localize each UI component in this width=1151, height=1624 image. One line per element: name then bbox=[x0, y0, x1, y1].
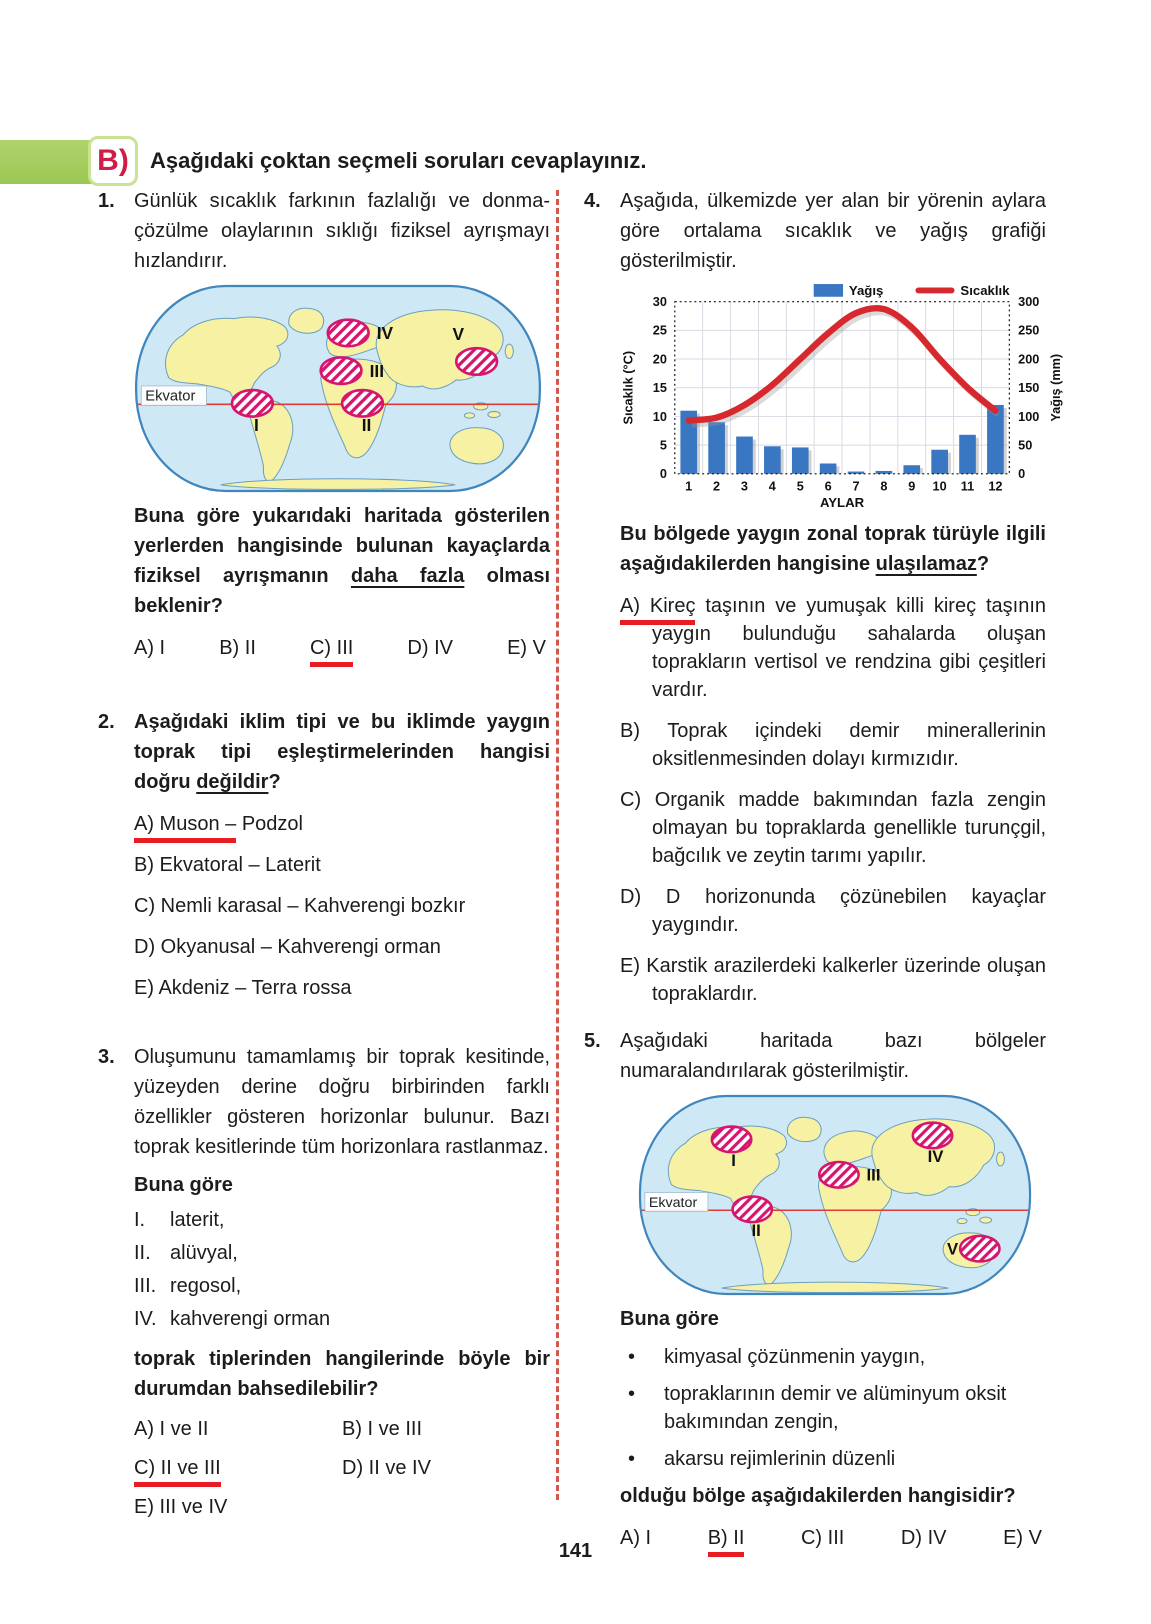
list-item-3: III. regosol, bbox=[134, 1275, 242, 1297]
question-4-prompt: Bu bölgede yaygın zonal toprak türüyle ilgili aşağıdakilerden hangisine ulaşılamaz? bbox=[620, 523, 1046, 575]
svg-text:II: II bbox=[361, 414, 372, 435]
svg-text:15: 15 bbox=[652, 380, 667, 396]
svg-text:Sıcaklık: Sıcaklık bbox=[960, 282, 1010, 298]
answer-underline: C) III bbox=[310, 637, 353, 667]
svg-text:150: 150 bbox=[1018, 380, 1040, 396]
q4-climate-chart bbox=[620, 282, 1064, 515]
column-divider bbox=[556, 190, 559, 1500]
option-c: C) Nemli karasal – Kahverengi bozkır bbox=[134, 895, 466, 917]
svg-text:Yağış (mm): Yağış (mm) bbox=[1048, 353, 1064, 422]
list-item-2: II. alüvyal, bbox=[134, 1242, 238, 1264]
svg-text:10: 10 bbox=[652, 408, 667, 424]
svg-text:0: 0 bbox=[1018, 466, 1026, 482]
option-c: C) III bbox=[800, 1527, 845, 1549]
question-3-prompt: toprak tiplerinden hangilerinde böyle bir durumdan bahsedilebilir? bbox=[134, 1348, 550, 1400]
question-4 bbox=[584, 186, 1064, 1008]
svg-text:250: 250 bbox=[1018, 322, 1040, 338]
svg-text:4: 4 bbox=[768, 478, 776, 494]
svg-text:20: 20 bbox=[652, 351, 667, 367]
option-b: B) Ekvatoral – Laterit bbox=[134, 854, 321, 876]
svg-text:I: I bbox=[731, 1150, 736, 1170]
question-1-number: 1. bbox=[98, 190, 115, 212]
bullet-3: • akarsu rejimlerinin düzenli bbox=[628, 1448, 896, 1470]
question-3-options bbox=[134, 1416, 550, 1520]
option-d: D) II ve IV bbox=[342, 1457, 431, 1479]
option-b: B) I ve III bbox=[342, 1418, 423, 1440]
list-item-4: IV. kahverengi orman bbox=[134, 1308, 331, 1330]
question-3 bbox=[98, 1042, 550, 1520]
question-2-options bbox=[134, 810, 550, 1002]
option-d: D) Okyanusal – Kahverengi orman bbox=[134, 936, 441, 958]
question-1-prompt: Buna göre yukarıdaki haritada gösterilen yerlerden hangisinde bulunan kayaçlarda fiziksel ayrışmanın daha fazla olması beklenir? bbox=[134, 505, 550, 617]
svg-text:100: 100 bbox=[1018, 408, 1040, 424]
svg-text:Sıcaklık (°C): Sıcaklık (°C) bbox=[620, 350, 636, 425]
option-e: E) Karstik arazilerdeki kalkerler üzerinde oluşan topraklardır. bbox=[620, 955, 1046, 1005]
svg-text:9: 9 bbox=[908, 478, 916, 494]
bullet-2: • topraklarının demir ve alüminyum oksit bakımından zengin, bbox=[628, 1383, 1007, 1433]
question-4-text: Aşağıda, ülkemizde yer alan bir yörenin aylara göre ortalama sıcaklık ve yağış grafiği gösterilmiştir. bbox=[620, 190, 1046, 272]
svg-text:V: V bbox=[946, 1239, 959, 1259]
option-d: D) D horizonunda çözünebilen kayaçlar yaygındır. bbox=[620, 886, 1046, 936]
svg-text:III: III bbox=[866, 1165, 881, 1185]
svg-text:2: 2 bbox=[713, 478, 721, 494]
question-1 bbox=[98, 186, 550, 661]
underlined-phrase: daha fazla bbox=[350, 565, 465, 587]
svg-text:10: 10 bbox=[932, 478, 947, 494]
svg-text:V: V bbox=[452, 324, 465, 345]
question-5-number: 5. bbox=[584, 1030, 601, 1052]
svg-text:3: 3 bbox=[740, 478, 749, 494]
option-d: D) IV bbox=[900, 1527, 947, 1549]
option-e: E) III ve IV bbox=[134, 1496, 228, 1518]
answer-underline: B) II bbox=[708, 1527, 745, 1557]
option-c answer-marked bbox=[134, 1455, 342, 1481]
underlined-phrase: ulaşılamaz bbox=[875, 553, 977, 575]
question-1-options bbox=[134, 635, 550, 661]
question-3-number: 3. bbox=[98, 1046, 115, 1068]
option-e: E) V bbox=[507, 637, 546, 659]
question-2-number: 2. bbox=[98, 711, 115, 733]
left-column bbox=[98, 186, 550, 1520]
question-2-prompt: Aşağıdaki iklim tipi ve bu iklimde yaygın toprak tipi eşleştirmelerinden hangisi doğru değildir? bbox=[134, 711, 550, 793]
section-badge-label: B) bbox=[97, 144, 129, 177]
svg-text:III: III bbox=[369, 360, 385, 381]
svg-text:IV: IV bbox=[927, 1147, 944, 1167]
svg-text:0: 0 bbox=[659, 466, 667, 482]
q1-world-map bbox=[134, 284, 550, 493]
option-d: D) IV bbox=[407, 637, 453, 659]
option-c: C) Organik madde bakımından fazla zengin olmayan bu topraklarda genellikle turunçgil, bağcılık ve zeytin tarımı yapılır. bbox=[620, 789, 1046, 867]
svg-text:I: I bbox=[254, 414, 259, 435]
svg-text:II: II bbox=[751, 1220, 761, 1240]
right-column bbox=[584, 186, 1064, 1551]
question-3-lead: Buna göre bbox=[134, 1174, 233, 1196]
option-a: A) I bbox=[620, 1527, 652, 1549]
question-1-text: Günlük sıcaklık farkının fazlalığı ve donma-çözülme olaylarının sıklığı fiziksel ayrışmayı hızlandırır. bbox=[134, 190, 550, 272]
page-number: 141 bbox=[558, 1540, 593, 1562]
svg-text:11: 11 bbox=[960, 478, 975, 494]
bullet-1: • kimyasal çözünmenin yaygın, bbox=[628, 1346, 926, 1368]
svg-text:5: 5 bbox=[659, 437, 667, 453]
svg-text:Ekvator: Ekvator bbox=[648, 1194, 698, 1211]
question-5-lead: Buna göre bbox=[620, 1308, 719, 1330]
underlined-phrase: değildir bbox=[196, 771, 269, 793]
question-5-prompt: olduğu bölge aşağıdakilerden hangisidir? bbox=[620, 1485, 1016, 1507]
option-a answer-marked: A) Muson – Podzol bbox=[134, 810, 550, 838]
q5-world-map bbox=[620, 1094, 1046, 1296]
option-b: B) Toprak içindeki demir minerallerinin oksitlenmesinden dolayı kırmızıdır. bbox=[620, 720, 1046, 770]
svg-text:IV: IV bbox=[376, 323, 394, 344]
question-5-bullets bbox=[620, 1343, 1046, 1473]
section-badge bbox=[88, 136, 138, 186]
list-item-1: I. laterit, bbox=[134, 1209, 225, 1231]
answer-underline: A) Kireç bbox=[620, 595, 695, 625]
svg-text:300: 300 bbox=[1018, 294, 1040, 310]
option-c answer-marked bbox=[310, 635, 353, 661]
question-5 bbox=[584, 1026, 1046, 1551]
svg-text:12: 12 bbox=[988, 478, 1003, 494]
option-b: B) II bbox=[219, 637, 256, 659]
svg-text:50: 50 bbox=[1018, 437, 1033, 453]
question-4-options bbox=[620, 592, 1046, 1008]
option-a: A) I ve II bbox=[134, 1418, 209, 1440]
question-4-number: 4. bbox=[584, 190, 601, 212]
option-a: A) I bbox=[134, 637, 166, 659]
svg-text:7: 7 bbox=[852, 478, 860, 494]
question-3-text: Oluşumunu tamamlamış bir toprak kesitinde, yüzeyden derine doğru birbirinden farklı özellikler gösteren horizonlar bulunur. Bazı toprak kesitlerinde tüm horizonlara rastlanmaz. bbox=[134, 1046, 550, 1158]
svg-text:6: 6 bbox=[824, 478, 832, 494]
question-3-items bbox=[134, 1204, 550, 1336]
option-e: E) Akdeniz – Terra rossa bbox=[134, 977, 352, 999]
svg-text:AYLAR: AYLAR bbox=[819, 495, 865, 511]
answer-underline: A) Muson – bbox=[134, 813, 236, 843]
option-a answer-marked: A) Kireç taşının ve yumuşak killi kireç taşının yaygın bulunduğu sahalarda oluşan toprakların vertisol ve rendzina gibi çeşitleri vardır. bbox=[620, 595, 1046, 701]
answer-underline: C) II ve III bbox=[134, 1457, 221, 1487]
question-5-text: Aşağıdaki haritada bazı bölgeler numaralandırılarak gösterilmiştir. bbox=[620, 1030, 1046, 1082]
svg-text:25: 25 bbox=[652, 322, 667, 338]
svg-text:5: 5 bbox=[796, 478, 804, 494]
question-2 bbox=[98, 707, 550, 1002]
svg-text:8: 8 bbox=[880, 478, 888, 494]
option-e: E) V bbox=[1003, 1527, 1042, 1549]
section-title: Aşağıdaki çoktan seçmeli soruları cevaplayınız. bbox=[150, 148, 647, 173]
svg-text:Yağış: Yağış bbox=[848, 282, 884, 298]
svg-text:200: 200 bbox=[1018, 351, 1040, 367]
svg-text:1: 1 bbox=[685, 478, 693, 494]
svg-text:30: 30 bbox=[652, 294, 667, 310]
svg-text:Ekvator: Ekvator bbox=[145, 388, 196, 405]
